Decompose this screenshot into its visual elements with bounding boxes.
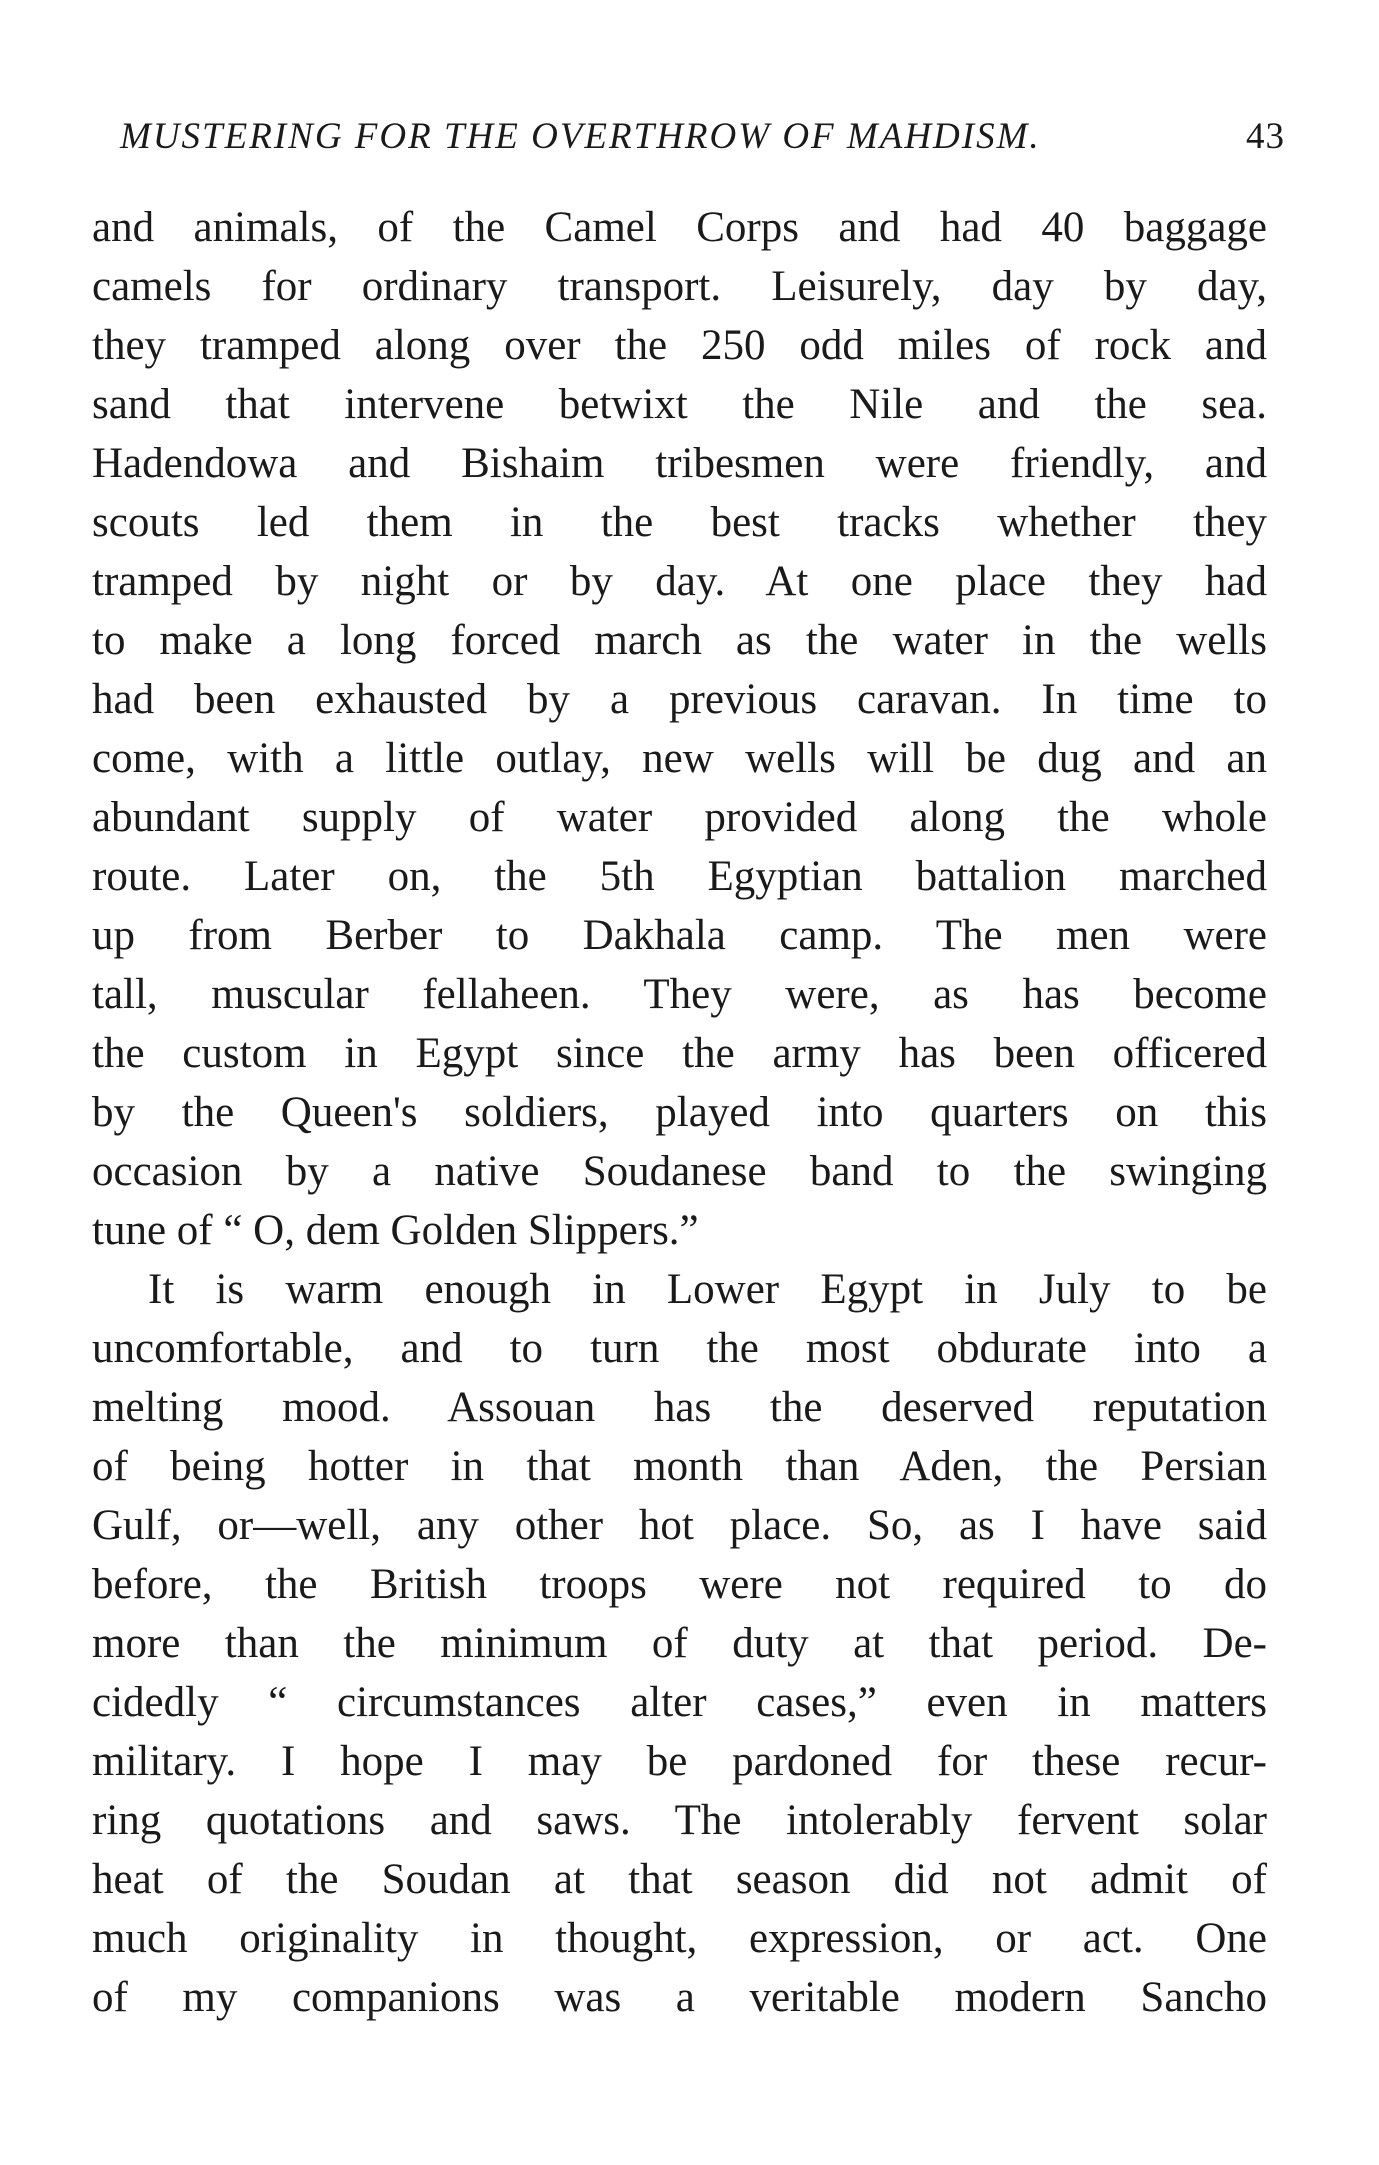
- text-line: sand that intervene betwixt the Nile and the sea.: [92, 381, 1267, 428]
- text-line: come, with a little outlay, new wells will be dug and an: [92, 735, 1267, 782]
- running-head: [120, 112, 1285, 162]
- body-text: [92, 198, 1267, 2027]
- text-line: military. I hope I may be pardoned for these recur-: [92, 1738, 1267, 1785]
- text-line: occasion by a native Soudanese band to the swinging: [92, 1148, 1267, 1195]
- text-line: more than the minimum of duty at that period. De-: [92, 1620, 1267, 1667]
- text-line: before, the British troops were not required to do: [92, 1561, 1267, 1608]
- text-line: by the Queen's soldiers, played into quarters on this: [92, 1089, 1267, 1136]
- text-line: and animals, of the Camel Corps and had 40 baggage: [92, 204, 1267, 251]
- text-line: Hadendowa and Bishaim tribesmen were friendly, and: [92, 440, 1267, 487]
- text-line: ring quotations and saws. The intolerably fervent solar: [92, 1797, 1267, 1844]
- text-line: heat of the Soudan at that season did not admit of: [92, 1856, 1267, 1903]
- text-line: up from Berber to Dakhala camp. The men were: [92, 912, 1267, 959]
- text-line: of my companions was a veritable modern Sancho: [92, 1974, 1267, 2021]
- text-line: melting mood. Assouan has the deserved reputation: [92, 1384, 1267, 1431]
- running-head-title: MUSTERING FOR THE OVERTHROW OF MAHDISM.: [120, 116, 1041, 157]
- text-line: the custom in Egypt since the army has been officered: [92, 1030, 1267, 1077]
- text-line: tall, muscular fellaheen. They were, as has become: [92, 971, 1267, 1018]
- text-line: Gulf, or—well, any other hot place. So, as I have said: [92, 1502, 1267, 1549]
- text-line: cidedly “ circumstances alter cases,” even in matters: [92, 1679, 1267, 1726]
- page-number: 43: [1246, 116, 1285, 157]
- text-line: much originality in thought, expression, or act. One: [92, 1915, 1267, 1962]
- paragraph-first-line: It is warm enough in Lower Egypt in July to be: [148, 1266, 1267, 1313]
- paragraph-end-line: tune of “ O, dem Golden Slippers.”: [92, 1207, 699, 1254]
- text-line: had been exhausted by a previous caravan. In time to: [92, 676, 1267, 723]
- text-line: scouts led them in the best tracks whether they: [92, 499, 1267, 546]
- text-line: uncomfortable, and to turn the most obdurate into a: [92, 1325, 1267, 1372]
- text-line: tramped by night or by day. At one place they had: [92, 558, 1267, 605]
- text-line: camels for ordinary transport. Leisurely, day by day,: [92, 263, 1267, 310]
- text-line: abundant supply of water provided along the whole: [92, 794, 1267, 841]
- text-line: they tramped along over the 250 odd miles of rock and: [92, 322, 1267, 369]
- text-line: route. Later on, the 5th Egyptian battalion marched: [92, 853, 1267, 900]
- text-line: to make a long forced march as the water in the wells: [92, 617, 1267, 664]
- text-line: of being hotter in that month than Aden, the Persian: [92, 1443, 1267, 1490]
